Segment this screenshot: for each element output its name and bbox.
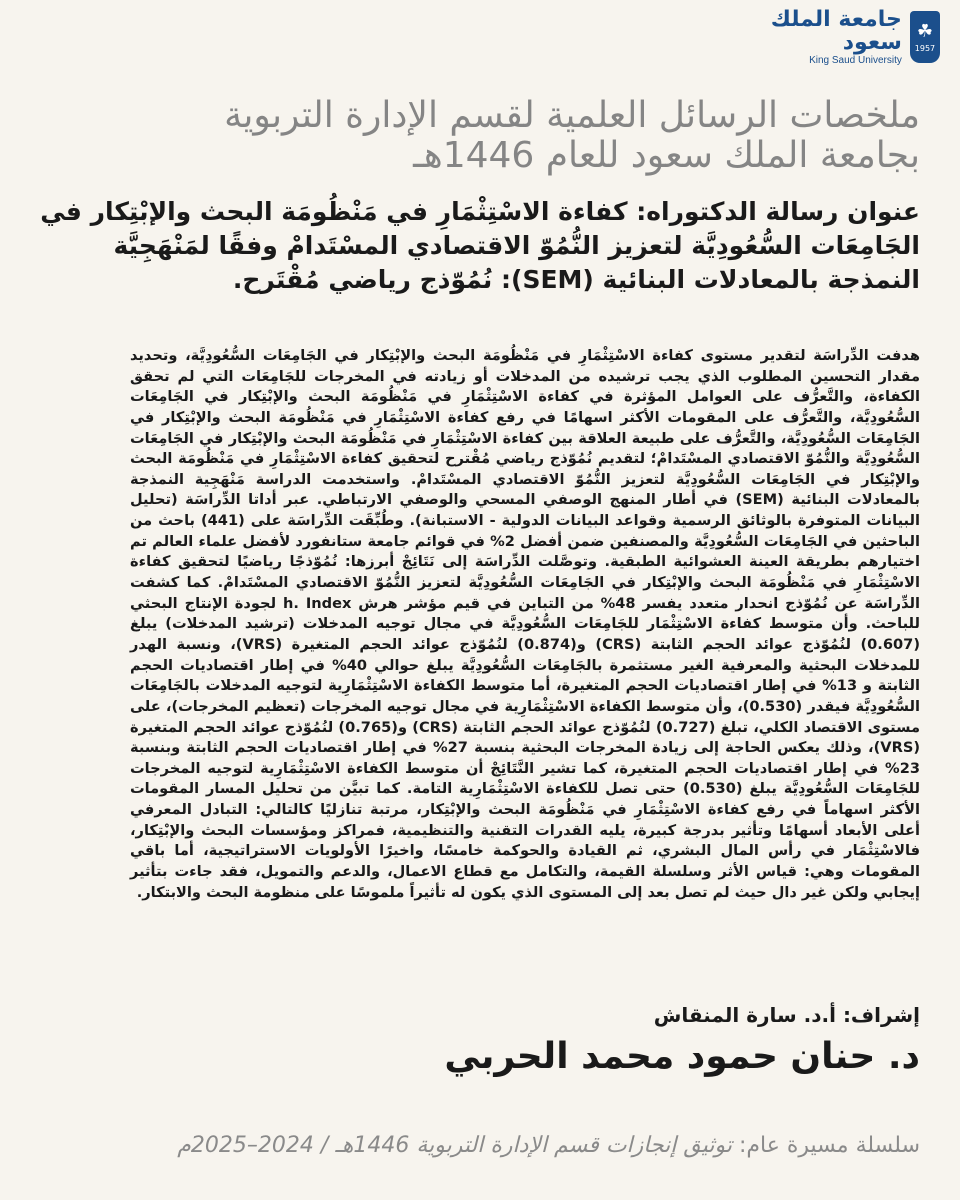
footer-text: توثيق إنجازات قسم الإدارة التربوية 1446هـ / 2024–2025م	[177, 1133, 733, 1158]
logo-year: 1957	[914, 44, 936, 53]
thesis-label: عنوان رسالة الدكتوراه:	[636, 197, 920, 226]
heading-line-1: ملخصات الرسائل العلمية لقسم الإدارة التربوية	[224, 95, 920, 136]
footer-label: سلسلة مسيرة عام:	[739, 1133, 920, 1158]
heading-line-2: بجامعة الملك سعود للعام 1446هـ	[413, 134, 920, 176]
author-name: د. حنان حمود محمد الحربي	[444, 1036, 920, 1077]
logo-arabic-name: جامعة الملك سعود	[770, 6, 902, 55]
footer-series	[100, 1133, 920, 1158]
thesis-title	[40, 195, 920, 296]
page-heading	[150, 96, 920, 175]
university-logo	[760, 8, 940, 66]
emblem-glyph: ☘	[916, 21, 934, 42]
logo-english-name: King Saud University	[809, 54, 902, 66]
palm-swords-emblem-icon	[910, 11, 940, 63]
abstract-paragraph: هدفت الدِّراسَة لتقدير مستوى كفاءة الاسْتِثْمَارِ في مَنْظُومَة البحث والإبْتِكار في الجَامِعَات السُّعُودِيَّة، وتحديد مقدار التحسين المطلوب الذي يجب ترشيده من المدخلات أو زيادته في المخرجات للجَامِعَات التي لم تحقق الكفاءة، والتَّعرُّف على العوامل المؤثرة في كفاءة الاسْتِثْمَارِ في مَنْظُومَة البحث والإبْتِكار في الجَامِعَات السُّعُودِيَّة، والتَّعرُّف على المقومات الأكثر اسهامًا في رفع كفاءة الاسْتِثْمَارِ في مَنْظُومَة البحث والإبْتِكار في الجَامِعَات السُّعُودِيَّة، والتَّعرُّف على طبيعة العلاقة بين كفاءة الاسْتِثْمَارِ في مَنْظُومَة البحث والإبْتِكار في الجَامِعَات السُّعُودِيَّة والنُّمُوّ الاقتصادي المسْتَدامْ؛ لتقديم نُمُوّذج رياضي مُقْترح لتحقيق كفاءة الاسْتِثْمَارِ في مَنْظُومَة البحث والإبْتِكار في الجَامِعَات السُّعُودِيَّة لتعزيز النُّمُوّ الاقتصادي المسْتَدامْ. واستخدمت الدراسة مَنْهَجِية النمذجة بالمعادلات البنائية (SEM) في أطار المنهج الوصفي المسحي والوصفي الارتباطي. عبر أداتا الدِّراسَة (تحليل البيانات المتوفرة بالوثائق الرسمية وقواعد البيانات الدولية - الاستبانة). وطُبِّقَت الدِّراسَة على (441) باحث من الباحثين في الجَامِعَات السُّعُودِيَّة والمصنفين ضمن أفضل 2% في قوائم جامعة ستانفورد لأفضل علماء العالم تم اختيارهم بطريقة العينة العشوائية الطبقية. وتوصَّلت الدِّراسَة إلى نَتَائِجْ أبرزها: نُمُوّذجًا رياضيًا لتحقيق كفاءة الاسْتِثْمَارِ في مَنْظُومَة البحث والإبْتِكار في الجَامِعَات السُّعُودِيَّة لتعزيز النُّمُوّ الاقتصادي المسْتَدامْ. كما كشفت الدِّراسَة عن نُمُوّذج انحدار متعدد يفسر 48% من التباين في قيم مؤشر هرش h. Index لجودة الإنتاج البحثي للباحث. وأن متوسط كفاءة الاسْتِثْمَار للجَامِعَات السُّعُودِيَّة في مجال توجيه المدخلات (ترشيد المدخلات) يبلغ (0.607) لنُمُوّذج عوائد الحجم الثابتة (CRS) و(0.874) لنُمُوّذج عوائد الحجم المتغيرة (VRS)، ونسبة الهدر للمدخلات البحثية والمعرفية الغير مستثمرة بالجَامِعَات السُّعُودِيَّة يبلغ حوالي 40% في إطار اقتصاديات الحجم الثابتة و 13% في إطار اقتصاديات الحجم المتغيرة، أما متوسط الكفاءة الاسْتِثْمَارِية لتوجيه المدخلات بالجَامِعَات السُّعُودِيَّة فيقدر (0.530)، وأن متوسط الكفاءة الاسْتِثْمَارِية في مجال توجيه المخرجات (تعظيم المخرجات)، على مستوى الاقتصاد الكلي، تبلغ (0.727) لنُمُوّذج عوائد الحجم الثابتة (CRS) و(0.765) لنُمُوّذج عوائد الحجم المتغيرة (VRS)، وذلك يعكس الحاجة إلى زيادة المخرجات البحثية بنسبة 27% في إطار اقتصاديات الحجم الثابتة وبنسبة 23% في إطار اقتصاديات الحجم المتغيرة، كما تشير النَّتَائِجْ أن متوسط الكفاءة الاسْتِثْمَارِية لتوجيه المخرجات للجَامِعَات السُّعُودِيَّة يبلغ (0.530) حتى تصل للكفاءة الاسْتِثْمَارِية التامة. كما تبيَّن من تحليل المسار المقومات الأكثر اسهاماً في رفع كفاءة الاسْتِثْمَارِ في مَنْظُومَة البحث والإبْتِكار، مرتبة تنازليًا كالتالي: التبادل المعرفي أعلى الأبعاد أسهامًا وتأثير بدرجة كبيرة، يليه القدرات التقنية والتنظيمية، فمراكز ومؤسسات البحث والإبْتِكار، فالاسْتِثْمَار في رأس المال البشري، ثم القيادة والحوكمة خامسًا، واخيرًا الأولويات الاستراتيجية، أما باقي المقومات وهي: قياس الأثر وسلسلة القيمة، والتكامل مع قطاع الاعمال، والدعم والتمويل، فقد جاءت بتأثير إيجابي ولكن غير دال حيث لم تصل بعد إلى المستوى الذي يكون له تأثيراً ملموسًا على منظومة البحث والابتكار.	[130, 347, 921, 901]
supervisor: إشراف: أ.د. سارة المنقاش	[653, 1003, 920, 1027]
thesis-title-text: كفاءة الاسْتِثْمَارِ في مَنْظُومَة البحث والإبْتِكار في الجَامِعَات السُّعُودِيَّة لتعزيز النُّمُوّ الاقتصادي المسْتَدامْ وفقًا لمَنْهَجِيَّة النمذجة بالمعادلات البنائية (SEM): نُمُوّذج رياضي مُقْتَرح.	[40, 197, 920, 294]
logo-text	[760, 8, 902, 67]
